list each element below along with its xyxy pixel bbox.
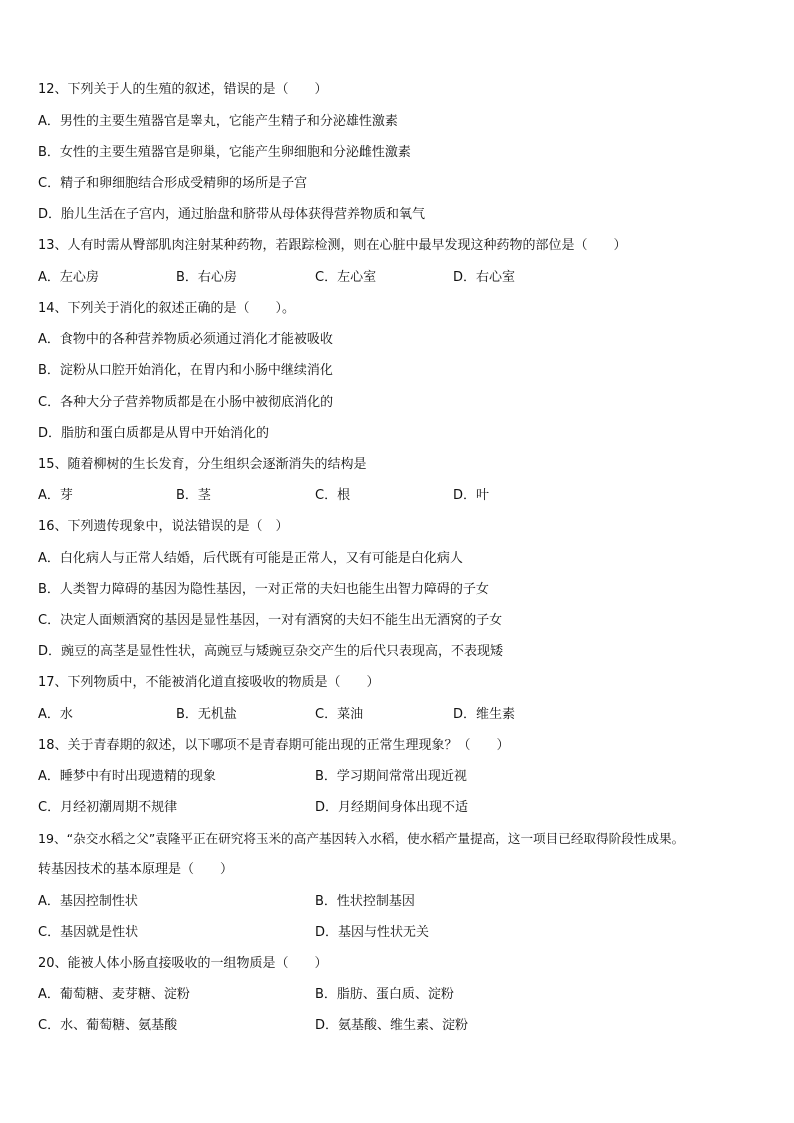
question-18-options-cd (38, 798, 774, 818)
question-16-option-a: A．白化病人与正常人结婚，后代既有可能是正常人，又有可能是白化病人 (38, 551, 463, 566)
question-15-option-d: D．叶 (453, 488, 490, 503)
question-19-stem-continued: 转基因技术的基本原理是（ ） (38, 862, 234, 877)
question-13-option-c: C．左心室 (315, 270, 377, 285)
question-13-option-a: A．左心房 (38, 270, 99, 285)
question-15-option-a: A．芽 (38, 488, 73, 503)
question-19-options-cd (38, 923, 774, 943)
question-14-option-a: A．食物中的各种营养物质必须通过消化才能被吸收 (38, 332, 333, 347)
question-13-options (38, 268, 774, 288)
question-19-stem: 19、“杂交水稻之父”袁隆平正在研究将玉米的高产基因转入水稻，使水稻产量提高，这一项目已经取得阶段性成果。 (38, 831, 685, 846)
question-20-stem: 20、能被人体小肠直接吸收的一组物质是（ ） (38, 956, 328, 971)
question-15-stem: 15、随着柳树的生长发育，分生组织会逐渐消失的结构是 (38, 457, 367, 472)
question-20-options-cd (38, 1016, 774, 1036)
question-17-option-d: D．维生素 (453, 707, 516, 722)
question-13-stem: 13、人有时需从臀部肌肉注射某种药物，若跟踪检测，则在心脏中最早发现这种药物的部位是（ ） (38, 238, 627, 253)
question-20-option-b: B．脂肪、蛋白质、淀粉 (315, 987, 454, 1002)
question-14-option-d: D．脂肪和蛋白质都是从胃中开始消化的 (38, 426, 270, 441)
question-17-options (38, 705, 774, 725)
question-17-option-a: A．水 (38, 707, 73, 722)
question-12-stem: 12、下列关于人的生殖的叙述，错误的是（ ） (38, 82, 328, 97)
question-18-options-ab (38, 767, 774, 787)
question-19-option-d: D．基因与性状无关 (315, 925, 430, 940)
question-20-option-d: D．氨基酸、维生素、淀粉 (315, 1018, 469, 1033)
question-18-option-a: A．睡梦中有时出现遗精的现象 (38, 769, 216, 784)
question-14-option-b: B．淀粉从口腔开始消化，在胃内和小肠中继续消化 (38, 363, 333, 378)
question-18-stem: 18、关于青春期的叙述，以下哪项不是青春期可能出现的正常生理现象？（ ） (38, 738, 510, 753)
question-12-option-b: B．女性的主要生殖器官是卵巢，它能产生卵细胞和分泌雌性激素 (38, 145, 411, 160)
question-20-option-c: C．水、葡萄糖、氨基酸 (38, 1018, 178, 1033)
question-16-option-b: B．人类智力障碍的基因为隐性基因，一对正常的夫妇也能生出智力障碍的子女 (38, 582, 489, 597)
question-20-options-ab (38, 985, 774, 1005)
question-15-option-c: C．根 (315, 488, 351, 503)
question-16-option-c: C．决定人面颊酒窝的基因是显性基因，一对有酒窝的夫妇不能生出无酒窝的子女 (38, 613, 503, 628)
question-15-options (38, 486, 774, 506)
question-19-option-a: A．基因控制性状 (38, 894, 138, 909)
question-19-option-b: B．性状控制基因 (315, 894, 415, 909)
question-20-option-a: A．葡萄糖、麦芽糖、淀粉 (38, 987, 190, 1002)
question-19-options-ab (38, 892, 774, 912)
question-14-stem: 14、下列关于消化的叙述正确的是（ ）。 (38, 301, 296, 316)
question-16-stem: 16、下列遗传现象中，说法错误的是（ ） (38, 519, 289, 534)
question-14-option-c: C．各种大分子营养物质都是在小肠中被彻底消化的 (38, 395, 334, 410)
question-16-option-d: D．豌豆的高茎是显性性状，高豌豆与矮豌豆杂交产生的后代只表现高，不表现矮 (38, 644, 504, 659)
question-13-option-d: D．右心室 (453, 270, 516, 285)
question-17-option-c: C．菜油 (315, 707, 364, 722)
question-15-option-b: B．茎 (176, 488, 211, 503)
question-18-option-c: C．月经初潮周期不规律 (38, 800, 178, 815)
question-13-option-b: B．右心房 (176, 270, 237, 285)
question-18-option-b: B．学习期间常常出现近视 (315, 769, 467, 784)
question-18-option-d: D．月经期间身体出现不适 (315, 800, 469, 815)
question-19-option-c: C．基因就是性状 (38, 925, 139, 940)
question-12-option-a: A．男性的主要生殖器官是睾丸，它能产生精子和分泌雄性激素 (38, 114, 398, 129)
question-17-option-b: B．无机盐 (176, 707, 237, 722)
question-12-option-d: D．胎儿生活在子宫内，通过胎盘和脐带从母体获得营养物质和氧气 (38, 207, 426, 222)
question-12-option-c: C．精子和卵细胞结合形成受精卵的场所是子宫 (38, 176, 308, 191)
question-17-stem: 17、下列物质中，不能被消化道直接吸收的物质是（ ） (38, 675, 380, 690)
